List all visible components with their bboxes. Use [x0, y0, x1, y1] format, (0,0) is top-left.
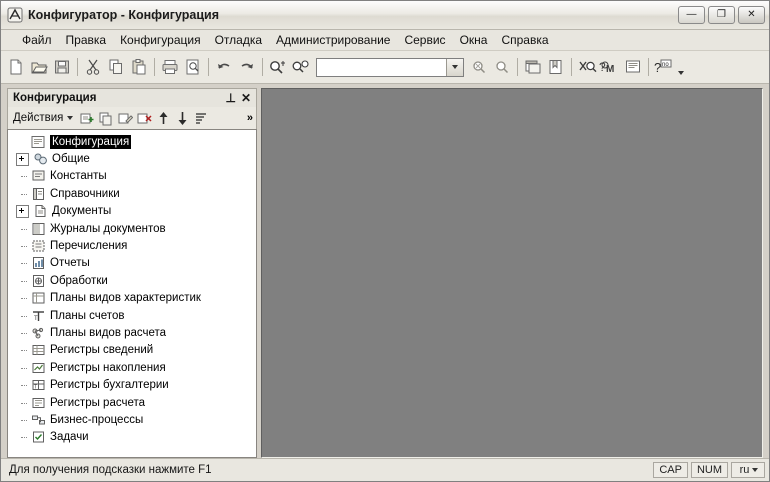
chevron-down-icon[interactable]: [446, 59, 463, 76]
panel-toolbar-overflow[interactable]: »: [246, 112, 252, 124]
minimize-button[interactable]: —: [678, 6, 705, 24]
business-processes-icon: [30, 412, 46, 427]
bookmark-icon[interactable]: [545, 56, 567, 78]
find-icon[interactable]: [267, 56, 289, 78]
tree-item-label: Планы счетов: [50, 309, 125, 322]
actions-button[interactable]: [13, 112, 77, 124]
find-next-icon[interactable]: [290, 56, 312, 78]
tree-item-calculation-registers[interactable]: [8, 394, 256, 411]
title-bar: [1, 1, 769, 30]
tree-item-label: Обработки: [50, 274, 108, 287]
catalogs-icon: [30, 186, 46, 201]
svg-text:no: no: [662, 62, 669, 68]
menu-item-help[interactable]: Справка: [501, 33, 549, 47]
svg-text:?: ?: [599, 60, 606, 74]
svg-text:?: ?: [654, 60, 662, 75]
delete-item-icon[interactable]: [136, 110, 153, 127]
tree-item-chart-of-calculation-types[interactable]: [8, 324, 256, 341]
tree-item-constants[interactable]: [8, 168, 256, 185]
toolbar-separator: [154, 58, 155, 76]
tree-item-label: Конфигурация: [52, 135, 130, 148]
toolbar-separator: [77, 58, 78, 76]
tree-item-data-processors[interactable]: [8, 272, 256, 289]
search-help-icon[interactable]: [599, 56, 621, 78]
tree-item-label: Общие: [52, 153, 90, 166]
tree-item-accounting-registers[interactable]: [8, 376, 256, 393]
tasks-icon: [30, 430, 46, 445]
tree-item-label: Регистры расчета: [50, 396, 146, 409]
tree-item-accumulation-registers[interactable]: [8, 359, 256, 376]
tree-item-label: Отчеты: [50, 257, 90, 270]
tree-item-label: Справочники: [50, 187, 120, 200]
tree-item-configuration[interactable]: [8, 133, 256, 150]
toolbar-separator: [571, 58, 572, 76]
search-combo[interactable]: [316, 58, 464, 77]
menu-item-administration[interactable]: Администрирование: [276, 33, 391, 47]
close-icon[interactable]: ✕: [240, 91, 251, 105]
syntax-assistant-icon[interactable]: [576, 56, 598, 78]
save-icon[interactable]: [51, 56, 73, 78]
documents-icon: [32, 204, 48, 219]
menu-bar: [1, 30, 769, 51]
tree-item-label: Бизнес-процессы: [50, 413, 144, 426]
undo-icon[interactable]: [213, 56, 235, 78]
pin-icon[interactable]: ⊥: [225, 91, 236, 105]
tree-item-label: Регистры сведений: [50, 344, 154, 357]
information-registers-icon: [30, 343, 46, 358]
tree-item-enums[interactable]: [8, 237, 256, 254]
workspace: [1, 84, 769, 458]
common-icon: [32, 152, 48, 167]
panel-toolbar: [7, 107, 257, 129]
tree-item-common[interactable]: [8, 150, 256, 167]
configuration-panel: [7, 88, 257, 458]
tree-item-label: Константы: [50, 170, 107, 183]
constants-icon: [30, 169, 46, 184]
tree-item-label: Перечисления: [50, 240, 128, 253]
cut-icon[interactable]: [82, 56, 104, 78]
chevron-down-icon: [67, 116, 73, 120]
edit-item-icon[interactable]: [117, 110, 134, 127]
tree-item-catalogs[interactable]: [8, 185, 256, 202]
accumulation-registers-icon: [30, 360, 46, 375]
tree-item-label: Планы видов расчета: [50, 326, 167, 339]
status-caps: CAP: [653, 462, 688, 478]
tree-item-chart-of-accounts[interactable]: [8, 307, 256, 324]
window-controls: [678, 6, 765, 24]
document-journals-icon: [30, 221, 46, 236]
tree-item-label: Планы видов характеристик: [50, 292, 201, 305]
chart-of-calculation-types-icon: [30, 325, 46, 340]
tree-item-information-registers[interactable]: [8, 342, 256, 359]
window-list-icon[interactable]: [522, 56, 544, 78]
menu-item-service[interactable]: Сервис: [404, 33, 446, 47]
toolbar-separator: [262, 58, 263, 76]
print-icon[interactable]: [159, 56, 181, 78]
status-language-label: ru: [739, 464, 750, 476]
tree-expander-plus[interactable]: [16, 205, 29, 218]
status-language[interactable]: [731, 462, 765, 478]
tree-expander-plus[interactable]: [16, 153, 29, 166]
help-icon[interactable]: [653, 56, 675, 78]
sort-icon[interactable]: [193, 110, 210, 127]
tree-item-document-journals[interactable]: [8, 220, 256, 237]
toolbar-overflow-icon[interactable]: [676, 56, 686, 78]
tree-item-tasks[interactable]: [8, 429, 256, 446]
tree-item-chart-of-characteristic-types[interactable]: [8, 290, 256, 307]
move-down-icon[interactable]: [174, 110, 191, 127]
app-logo-icon: [7, 7, 23, 23]
panel-title: Конфигурация: [13, 92, 97, 104]
svg-text:T: T: [33, 315, 38, 322]
status-bar: [1, 458, 769, 481]
tree-item-label: Журналы документов: [50, 222, 166, 235]
configuration-tree[interactable]: [7, 129, 257, 458]
tree-item-label: Задачи: [50, 431, 89, 444]
redo-icon[interactable]: [236, 56, 258, 78]
tree-item-business-processes[interactable]: [8, 411, 256, 428]
svg-text:M: M: [606, 64, 615, 75]
tree-item-label: Регистры накопления: [50, 361, 166, 374]
toolbar-separator: [648, 58, 649, 76]
tree-item-documents[interactable]: [8, 203, 256, 220]
tree-item-label: Регистры бухгалтерии: [50, 379, 169, 392]
paste-icon[interactable]: [128, 56, 150, 78]
reports-icon: [30, 256, 46, 271]
chevron-down-icon[interactable]: [752, 468, 758, 472]
menu-item-file[interactable]: Файл: [22, 33, 52, 47]
chart-of-characteristic-types-icon: [30, 291, 46, 306]
toolbar-separator: [517, 58, 518, 76]
status-num: NUM: [691, 462, 728, 478]
move-up-icon[interactable]: [155, 110, 172, 127]
menu-item-edit[interactable]: Правка: [65, 33, 107, 47]
main-toolbar: [1, 51, 769, 84]
panel-caption: [7, 88, 257, 107]
configuration-root-icon: [30, 134, 46, 149]
menu-item-debug[interactable]: Отладка: [214, 33, 263, 47]
actions-button-label: Действия: [13, 112, 64, 124]
open-folder-icon[interactable]: [28, 56, 50, 78]
configuration-icon[interactable]: [622, 56, 644, 78]
enums-icon: [30, 239, 46, 254]
find-again-icon[interactable]: [491, 56, 513, 78]
mdi-client-area[interactable]: [261, 88, 763, 458]
new-document-icon[interactable]: [5, 56, 27, 78]
maximize-button[interactable]: ❐: [708, 6, 735, 24]
toolbar-separator: [208, 58, 209, 76]
chart-of-accounts-icon: [30, 308, 46, 323]
status-hint: Для получения подсказки нажмите F1: [9, 464, 212, 476]
menu-item-windows[interactable]: Окна: [459, 33, 488, 47]
panel-caption-buttons: [225, 92, 253, 104]
accounting-registers-icon: [30, 378, 46, 393]
print-preview-icon[interactable]: [182, 56, 204, 78]
add-item-icon[interactable]: [79, 110, 96, 127]
add-copy-icon[interactable]: [98, 110, 115, 127]
svg-text:T: T: [33, 384, 37, 391]
menu-item-configuration[interactable]: Конфигурация: [120, 33, 201, 47]
close-button[interactable]: ✕: [738, 6, 765, 24]
calculation-registers-icon: [30, 395, 46, 410]
tree-item-reports[interactable]: [8, 255, 256, 272]
tree-item-label: Документы: [52, 205, 112, 218]
data-processors-icon: [30, 273, 46, 288]
copy-icon[interactable]: [105, 56, 127, 78]
find-previous-icon[interactable]: [468, 56, 490, 78]
window-title: Конфигуратор - Конфигурация: [28, 8, 220, 22]
